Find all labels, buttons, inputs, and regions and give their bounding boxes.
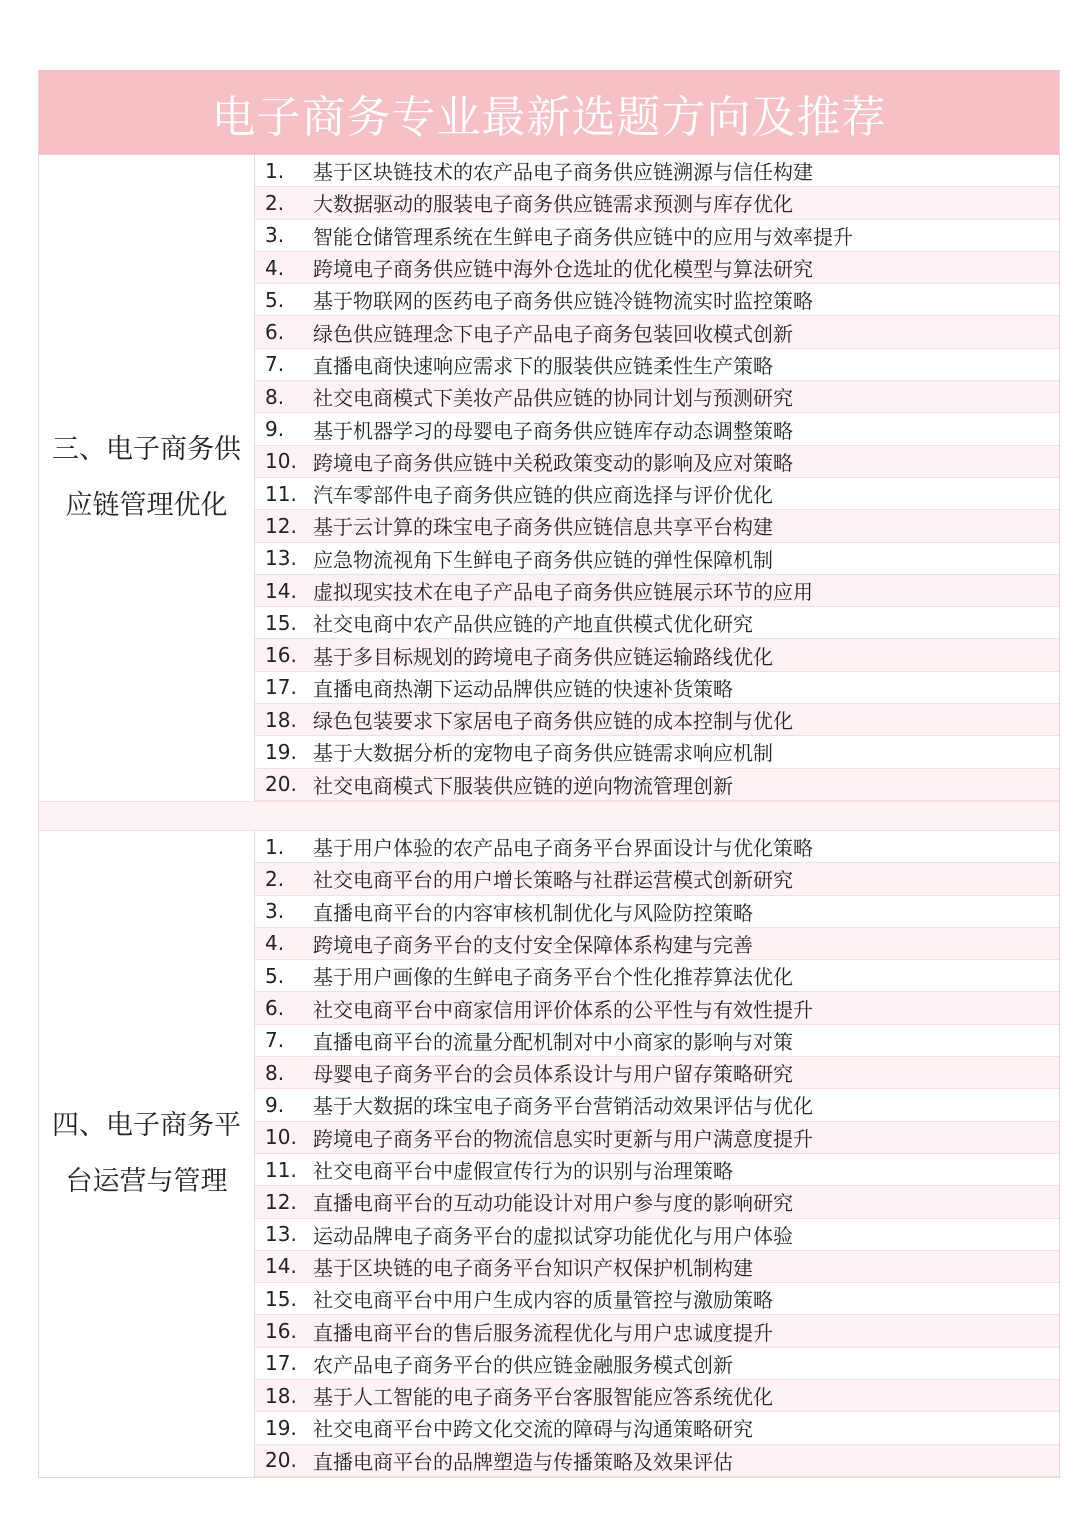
topic-row	[255, 1315, 1059, 1347]
topic-title: 大数据驱动的服装电子商务供应链需求预测与库存优化	[313, 192, 793, 217]
topics-table	[38, 70, 1060, 1478]
topic-title: 汽车零部件电子商务供应链的供应商选择与评价优化	[313, 483, 773, 508]
topic-row	[255, 960, 1059, 992]
topic-number: 11.	[265, 1157, 297, 1182]
topic-row	[255, 1186, 1059, 1218]
topic-number: 7.	[265, 352, 285, 377]
topic-list	[255, 155, 1059, 801]
topic-number: 10.	[265, 449, 297, 474]
section-divider	[39, 801, 1059, 831]
topic-title: 基于区块链技术的农产品电子商务供应链溯源与信任构建	[313, 160, 813, 185]
topic-title: 基于大数据的珠宝电子商务平台营销活动效果评估与优化	[313, 1094, 813, 1119]
topic-row	[255, 704, 1059, 736]
topic-title: 跨境电子商务供应链中关税政策变动的影响及应对策略	[313, 450, 793, 475]
topic-title: 社交电商中农产品供应链的产地直供模式优化研究	[313, 612, 753, 637]
topic-row	[255, 769, 1059, 801]
topic-row	[255, 896, 1059, 928]
topic-title: 基于多目标规划的跨境电子商务供应链运输路线优化	[313, 644, 773, 669]
topic-row	[255, 349, 1059, 381]
topic-row	[255, 1251, 1059, 1283]
topic-number: 18.	[265, 1383, 297, 1408]
topic-number: 9.	[265, 417, 285, 442]
topic-title: 基于云计算的珠宝电子商务供应链信息共享平台构建	[313, 515, 773, 540]
topic-row	[255, 607, 1059, 639]
topic-title: 直播电商平台的品牌塑造与传播策略及效果评估	[313, 1449, 733, 1474]
topic-row	[255, 543, 1059, 575]
topic-title: 社交电商平台中用户生成内容的质量管控与激励策略	[313, 1288, 773, 1313]
topic-number: 13.	[265, 546, 297, 571]
topic-row	[255, 736, 1059, 768]
topic-title: 基于人工智能的电子商务平台客服智能应答系统优化	[313, 1385, 773, 1410]
topic-row	[255, 187, 1059, 219]
topic-list	[255, 831, 1059, 1477]
page-title: 电子商务专业最新选题方向及推荐	[211, 91, 887, 143]
topic-row	[255, 672, 1059, 704]
section-platform-operation	[39, 831, 1059, 1477]
topic-title: 虚拟现实技术在电子产品电子商务供应链展示环节的应用	[313, 580, 813, 604]
topic-number: 3.	[265, 223, 285, 248]
topic-number: 17.	[265, 1351, 297, 1376]
topic-title: 直播电商快速响应需求下的服装供应链柔性生产策略	[313, 353, 773, 378]
topic-row	[255, 510, 1059, 542]
topic-title: 直播电商平台的内容审核机制优化与风险防控策略	[313, 900, 753, 925]
topic-row	[255, 992, 1059, 1024]
topic-title: 直播电商热潮下运动品牌供应链的快速补货策略	[313, 676, 733, 701]
topic-title: 母婴电子商务平台的会员体系设计与用户留存策略研究	[313, 1062, 793, 1087]
topic-row	[255, 1089, 1059, 1121]
topic-title: 应急物流视角下生鲜电子商务供应链的弹性保障机制	[313, 547, 773, 572]
topic-number: 10.	[265, 1125, 297, 1150]
topic-title: 社交电商平台的用户增长策略与社群运营模式创新研究	[313, 868, 793, 893]
topic-row	[255, 413, 1059, 445]
topic-title: 社交电商模式下服装供应链的逆向物流管理创新	[313, 773, 733, 798]
topic-number: 5.	[265, 287, 285, 312]
topic-number: 5.	[265, 963, 285, 988]
topic-title: 基于用户体验的农产品电子商务平台界面设计与优化策略	[313, 836, 813, 861]
topic-number: 6.	[265, 996, 285, 1021]
section-label: 三、电子商务供应链管理优化	[52, 433, 241, 521]
topic-number: 6.	[265, 320, 285, 345]
topic-number: 1.	[265, 834, 285, 859]
topic-title: 社交电商平台中商家信用评价体系的公平性与有效性提升	[313, 997, 813, 1022]
topic-row	[255, 863, 1059, 895]
topic-title: 跨境电子商务平台的支付安全保障体系构建与完善	[313, 932, 753, 957]
topic-row	[255, 252, 1059, 284]
topic-row	[255, 316, 1059, 348]
topic-number: 16.	[265, 643, 297, 668]
topic-row	[255, 220, 1059, 252]
topic-number: 11.	[265, 481, 297, 506]
topic-row	[255, 639, 1059, 671]
topic-row	[255, 1348, 1059, 1380]
topic-number: 15.	[265, 1286, 297, 1311]
topic-row	[255, 1122, 1059, 1154]
topic-row	[255, 1380, 1059, 1412]
topic-title: 基于区块链的电子商务平台知识产权保护机制构建	[313, 1255, 753, 1280]
topic-row	[255, 1412, 1059, 1444]
topic-title: 基于物联网的医药电子商务供应链冷链物流实时监控策略	[313, 289, 813, 314]
topic-title: 社交电商模式下美妆产品供应链的协同计划与预测研究	[313, 386, 793, 411]
topic-number: 14.	[265, 578, 297, 603]
topic-row	[255, 446, 1059, 478]
topic-title: 基于机器学习的母婴电子商务供应链库存动态调整策略	[313, 418, 793, 443]
section-label-cell	[39, 155, 255, 801]
topic-number: 9.	[265, 1092, 285, 1117]
topic-number: 20.	[265, 1448, 297, 1473]
topic-number: 13.	[265, 1222, 297, 1247]
section-supply-chain	[39, 155, 1059, 801]
topic-title: 直播电商平台的互动功能设计对用户参与度的影响研究	[313, 1191, 793, 1216]
topic-row	[255, 831, 1059, 863]
topic-number: 14.	[265, 1254, 297, 1279]
topic-title: 社交电商平台中跨文化交流的障碍与沟通策略研究	[313, 1417, 753, 1442]
topic-number: 1.	[265, 158, 285, 183]
topic-title: 绿色供应链理念下电子产品电子商务包装回收模式创新	[313, 321, 793, 346]
topic-title: 社交电商平台中虚假宣传行为的识别与治理策略	[313, 1159, 733, 1184]
topic-number: 17.	[265, 675, 297, 700]
topic-number: 20.	[265, 772, 297, 797]
topic-number: 3.	[265, 899, 285, 924]
topic-row	[255, 1283, 1059, 1315]
topic-number: 2.	[265, 190, 285, 215]
topic-row	[255, 1154, 1059, 1186]
topic-number: 19.	[265, 739, 297, 764]
topic-row	[255, 1057, 1059, 1089]
topic-row	[255, 1025, 1059, 1057]
topic-title: 基于大数据分析的宠物电子商务供应链需求响应机制	[313, 741, 773, 766]
topic-row	[255, 381, 1059, 413]
topic-number: 4.	[265, 255, 285, 280]
topic-number: 8.	[265, 384, 285, 409]
topic-row	[255, 928, 1059, 960]
topic-number: 18.	[265, 707, 297, 732]
topic-title: 智能仓储管理系统在生鲜电子商务供应链中的应用与效率提升	[313, 224, 853, 249]
topic-row	[255, 478, 1059, 510]
topic-number: 12.	[265, 513, 297, 538]
topic-title: 直播电商平台的流量分配机制对中小商家的影响与对策	[313, 1029, 793, 1054]
topic-title: 农产品电子商务平台的供应链金融服务模式创新	[313, 1352, 733, 1377]
topic-number: 7.	[265, 1028, 285, 1053]
topic-number: 12.	[265, 1189, 297, 1214]
topic-number: 8.	[265, 1060, 285, 1085]
topic-number: 4.	[265, 931, 285, 956]
topic-title: 直播电商平台的售后服务流程优化与用户忠诚度提升	[313, 1320, 773, 1345]
topic-title: 基于用户画像的生鲜电子商务平台个性化推荐算法优化	[313, 965, 793, 990]
topic-row	[255, 155, 1059, 187]
section-label-cell	[39, 831, 255, 1477]
topic-number: 19.	[265, 1415, 297, 1440]
topic-title: 绿色包装要求下家居电子商务供应链的成本控制与优化	[313, 709, 793, 734]
topic-row	[255, 284, 1059, 316]
topic-title: 跨境电子商务平台的物流信息实时更新与用户满意度提升	[313, 1126, 813, 1151]
topic-number: 16.	[265, 1319, 297, 1344]
topic-row	[255, 1219, 1059, 1251]
topic-row	[255, 1445, 1059, 1477]
topic-title: 跨境电子商务供应链中海外仓选址的优化模型与算法研究	[313, 257, 813, 282]
topic-number: 15.	[265, 610, 297, 635]
title-bar	[39, 70, 1059, 155]
topic-title: 运动品牌电子商务平台的虚拟试穿功能优化与用户体验	[313, 1223, 793, 1248]
topic-number: 2.	[265, 866, 285, 891]
topic-row	[255, 575, 1059, 607]
section-label: 四、电子商务平台运营与管理	[52, 1109, 241, 1197]
